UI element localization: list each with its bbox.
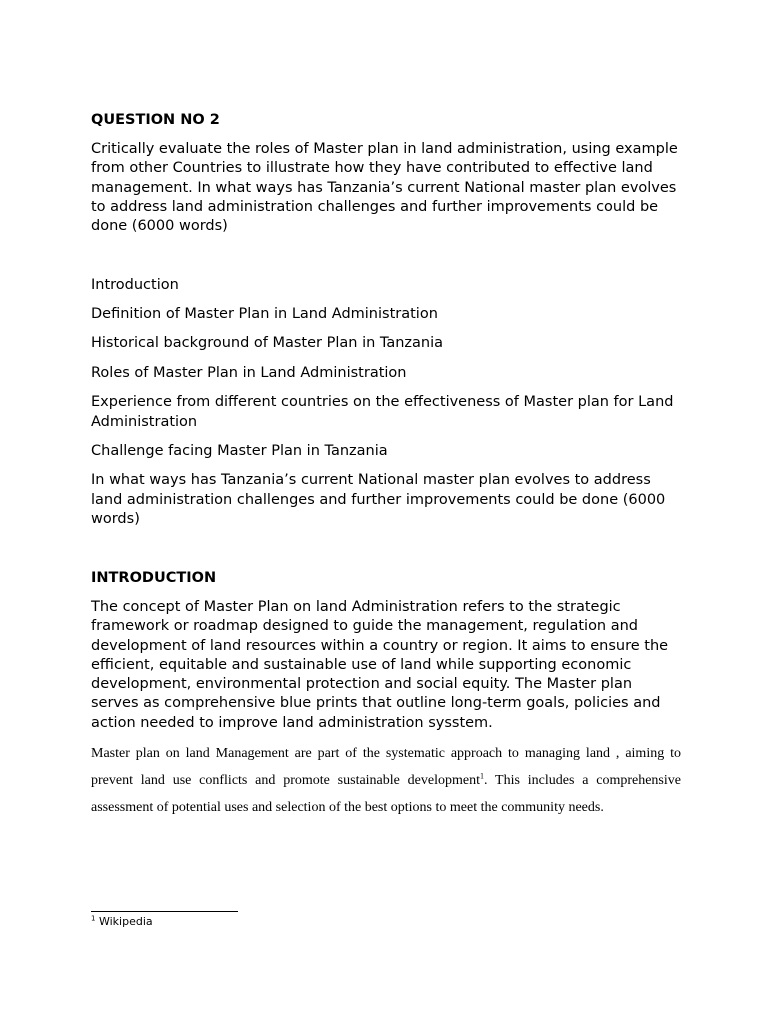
serif-paragraph-block: [91, 740, 681, 821]
question-text: Critically evaluate the roles of Master plan in land administration, using example from other Countries to illustrate how they have contributed to effective land management. In what ways has Tanzania’s current National master plan evolves to address land administration challenges and further improvements could be done (6000 words): [91, 141, 678, 235]
footnote-reference[interactable]: 1: [480, 771, 484, 781]
outline-item: Introduction: [91, 277, 179, 293]
outline-item: Challenge facing Master Plan in Tanzania: [91, 443, 388, 459]
introduction-section: [91, 569, 681, 733]
outline-item: Definition of Master Plan in Land Administration: [91, 306, 438, 322]
footnote-text: Wikipedia: [95, 915, 153, 928]
serif-text-after-ref: . This includes a comprehensive assessment of potential uses and selection of the best options to meet the community needs.: [91, 773, 681, 815]
footnote-number: 1: [91, 914, 96, 923]
outline-item: In what ways has Tanzania’s current National master plan evolves to address land administration challenges and further improvements could be done (6000 words): [91, 472, 666, 527]
serif-paragraph: [91, 740, 681, 821]
serif-text-before-ref: Master plan on land Management are part of the systematic approach to managing land , aiming to prevent land use conflicts and promote sustainable development: [91, 746, 681, 788]
introduction-paragraph: The concept of Master Plan on land Administration refers to the strategic framework or roadmap designed to guide the management, regulation and development of land resources within a country or region. It aims to ensure the efficient, equitable and sustainable use of land while supporting economic development, environmental protection and social equity. The Master plan serves as comprehensive blue prints that outline long-term goals, policies and action needed to improve land administration sysstem.: [91, 599, 669, 731]
outline-item: Roles of Master Plan in Land Administration: [91, 365, 407, 381]
outline-item: Experience from different countries on the effectiveness of Master plan for Land Administration: [91, 394, 674, 430]
question-heading: QUESTION NO 2: [91, 112, 220, 128]
outline-item: Historical background of Master Plan in Tanzania: [91, 335, 444, 351]
footnote-separator: [91, 911, 238, 912]
introduction-heading: INTRODUCTION: [91, 570, 217, 586]
question-block: [91, 111, 681, 236]
footnote: [91, 915, 153, 929]
